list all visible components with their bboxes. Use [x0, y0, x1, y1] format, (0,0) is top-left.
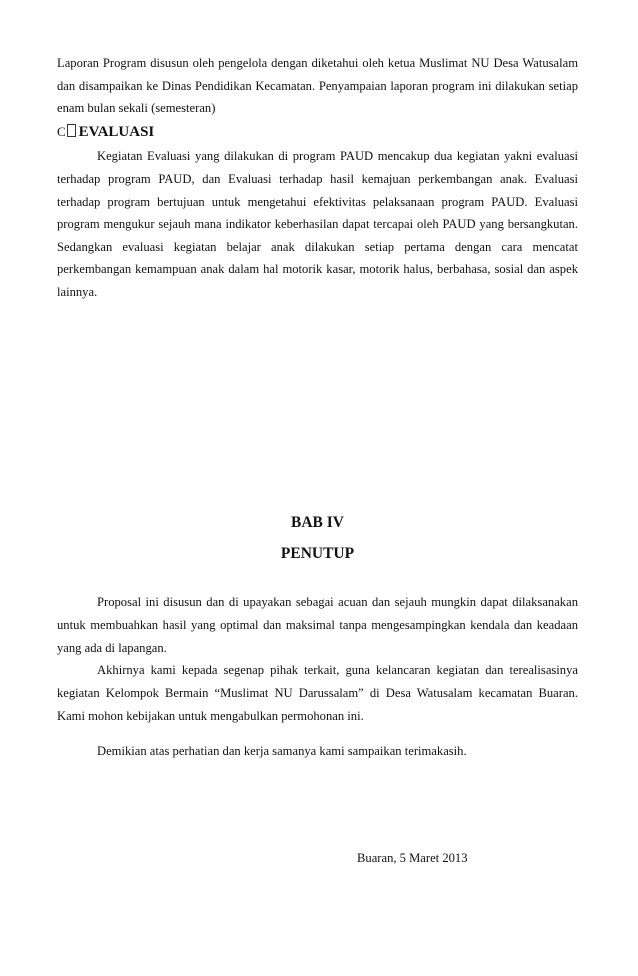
missing-glyph-box-icon	[67, 124, 76, 137]
place-date: Buaran, 5 Maret 2013	[357, 851, 468, 865]
chapter-title: PENUTUP	[280, 545, 355, 562]
evaluasi-paragraph: Kegiatan Evaluasi yang dilakukan di program PAUD mencakup dua kegiatan yakni evaluasi terhadap program PAUD, dan Evaluasi terhadap hasil kemajuan perkembangan anak. Evaluasi terhadap program bertujuan untuk mengetahui efektivitas pelaksanaan program PAUD. Evaluasi program mengukur sejauh mana indikator keberhasilan dapat tercapai oleh PAUD yang bersangkutan. Sedangkan evaluasi kegiatan belajar anak dilakukan setiap pertama dengan cara mencatat perkembangan kemampuan anak dalam hal motorik kasar, motorik halus, berbahasa, sosial dan aspek lainnya.	[57, 149, 578, 299]
closing-paragraph-1: Proposal ini disusun dan di upayakan sebagai acuan dan sejauh mungkin dapat dilaksanakan untuk membuahkan hasil yang optimal dan maksimal tanpa mengesampingkan kendala dan keadaan yang ada di lapangan.	[57, 595, 578, 655]
closing-paragraph-2: Akhirnya kami kepada segenap pihak terkait, guna kelancaran kegiatan dan terealisasinya kegiatan Kelompok Bermain “Muslimat NU Darussalam” di Desa Watusalam kecamatan Buaran. Kami mohon kebijakan untuk mengabulkan permohonan ini.	[57, 663, 578, 723]
section-heading-evaluasi	[57, 121, 578, 144]
chapter-number: BAB IV	[291, 514, 344, 531]
thanks-line: Demikian atas perhatian dan kerja samanya kami sampaikan terimakasih.	[97, 744, 467, 758]
section-c-block	[57, 52, 578, 304]
section-letter: C	[57, 123, 66, 139]
section-title: EVALUASI	[78, 123, 155, 140]
report-intro-paragraph: Laporan Program disusun oleh pengelola dengan diketahui oleh ketua Muslimat NU Desa Watusalam dan disampaikan ke Dinas Pendidikan Kecamatan. Penyampaian laporan program ini dilakukan setiap enam bulan sekali (semesteran)	[57, 56, 578, 116]
closing-block	[57, 591, 578, 728]
